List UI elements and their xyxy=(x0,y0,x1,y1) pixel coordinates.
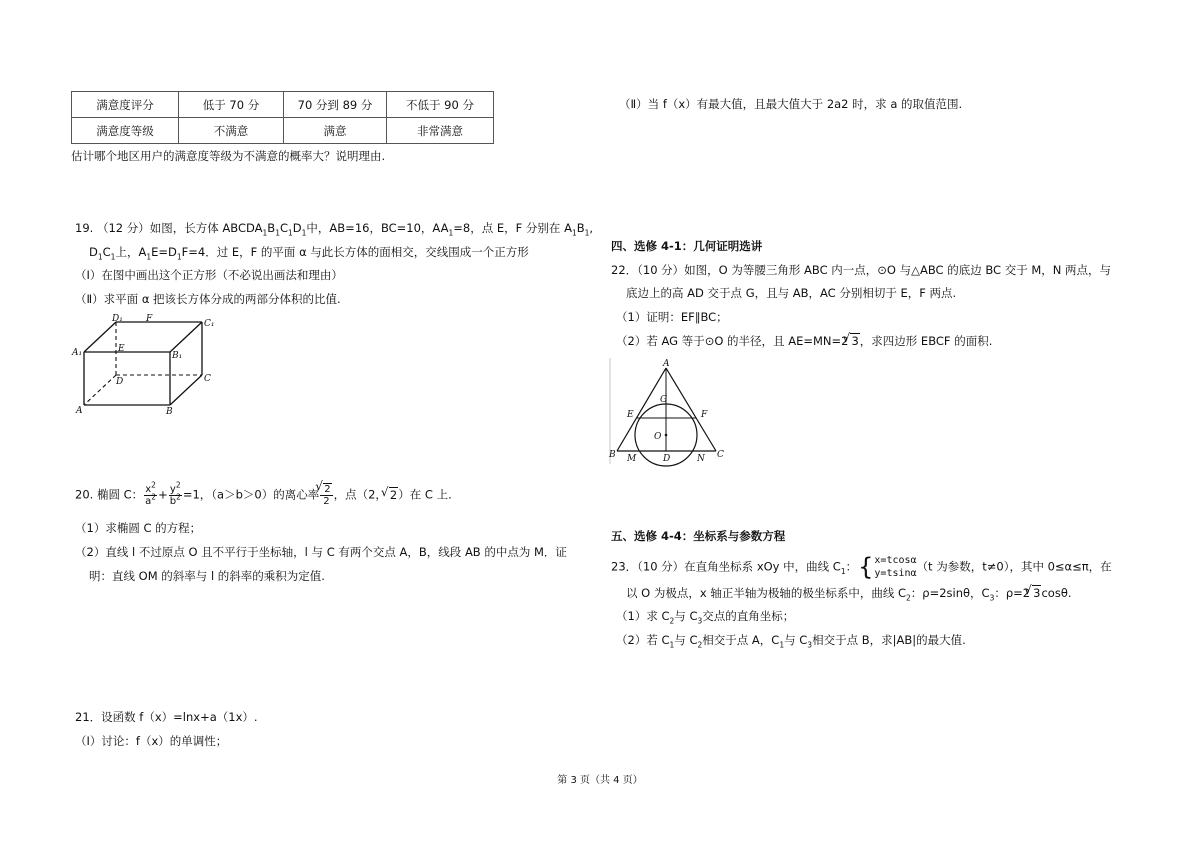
q23-text: ：ρ=2 xyxy=(994,586,1031,600)
cuboid-label: F xyxy=(146,314,153,324)
q21-part1: （Ⅰ）讨论：f（x）的单调性； xyxy=(75,734,228,748)
q19-text: 上，A xyxy=(115,245,147,259)
cuboid-label: A xyxy=(76,406,83,416)
satisfaction-table xyxy=(71,91,494,144)
q23-text: 以 O 为极点，x 轴正半轴为极轴的极坐标系中，曲线 C xyxy=(626,586,907,600)
q23-text: 23．（10 分）在直角坐标系 xOy 中，曲线 C xyxy=(611,559,841,574)
q20-part2: （2）直线 l 不过原点 O 且不平行于坐标轴，l 与 C 有两个交点 A，B，线段 AB 的中点为 M．证 xyxy=(75,545,567,559)
q19-text: 中，AB=16，BC=10，AA xyxy=(306,221,449,235)
page-footer: 第 3 页（共 4 页） xyxy=(557,775,643,786)
q19-text: E=D xyxy=(151,245,177,259)
q23-text: 相交于点 B，求|AB|的最大值. xyxy=(812,633,966,647)
q19-text: F=4．过 E，F 的平面 α 与此长方体的面相交，交线围成一个正方形 xyxy=(181,245,529,259)
q19-part2: （Ⅱ）求平面 α 把该长方体分成的两部分体积的比值. xyxy=(75,292,341,306)
table-cell: 低于 70 分 xyxy=(179,92,284,118)
table-row xyxy=(72,92,494,118)
triangle-label: O xyxy=(654,432,662,442)
q23-text: cosθ. xyxy=(1041,586,1072,600)
cuboid-label: C₁ xyxy=(204,319,215,329)
q22-part1: （1）证明：EF∥BC； xyxy=(616,310,728,324)
q23-text: 交点的直角坐标； xyxy=(702,609,795,623)
table-cell: 不低于 90 分 xyxy=(387,92,494,118)
table-cell: 满意度评分 xyxy=(72,92,179,118)
q23-text: 与 C xyxy=(784,633,808,647)
q22-text: ，求四边形 EBCF 的面积. xyxy=(859,334,993,348)
q22-line1: 22．（10 分）如图，O 为等腰三角形 ABC 内一点，⊙O 与△ABC 的底边 BC 交于 M，N 两点，与 xyxy=(611,263,1112,277)
q23-line2: 以 O 为极点，x 轴正半轴为极轴的极坐标系中，曲线 $C_2$：ρ=2sinθ，$C_3$：ρ=2√ 3cosθ. xyxy=(626,585,1072,600)
q19-score: （12 分）如图，长方体 ABCD xyxy=(96,221,255,235)
table-cell: 满意度等级 xyxy=(72,118,179,144)
q23-text: 与 C xyxy=(674,609,698,623)
q19-text: C xyxy=(102,245,111,259)
cuboid-figure xyxy=(70,312,220,420)
q21-part2: （Ⅱ）当 f（x）有最大值，且最大值大于 2a2 时，求 a 的取值范围. xyxy=(619,97,963,111)
q19-line2: $D_1C_1$上，$A_1E=D_1F=4$．过 E，F 的平面 α 与此长方体的面相交，交线围成一个正方形 xyxy=(89,245,529,262)
q19-part1: （Ⅰ）在图中画出这个正方形（不必说出画法和理由） xyxy=(75,268,343,282)
triangle-label: E xyxy=(627,410,634,420)
triangle-label: C xyxy=(717,450,724,460)
cuboid-label: A₁ xyxy=(72,348,83,358)
q22-part2: （2）若 AG 等于⊙O 的半径，且 AE=MN=2√ 3，求四边形 EBCF 的面积. xyxy=(616,333,992,348)
q20-part1: （1）求椭圆 C 的方程； xyxy=(75,521,202,535)
q23-text: 与 C xyxy=(674,633,698,647)
cuboid-label: C xyxy=(204,374,211,384)
triangle-label: D xyxy=(663,454,671,464)
q23-text: （2）若 C xyxy=(616,633,670,647)
q19-text: =8，点 E，F 分别在 A xyxy=(453,221,572,235)
triangle-label: A xyxy=(663,359,670,369)
brace-icon: { xyxy=(858,553,874,581)
q20-text: ，点（2， xyxy=(333,487,387,502)
section4-title: 四、选修 4-1：几何证明选讲 xyxy=(611,239,763,253)
cuboid-label: B₁ xyxy=(172,351,183,361)
q23-line1: 23．（10 分）在直角坐标系 xOy 中，曲线 $C_1$：{ x=tcosα y=tsinα （t 为参数，t≠0），其中 0≤α≤π，在 xyxy=(611,553,1112,581)
cuboid-label: D xyxy=(116,377,124,387)
table-cell: 满意 xyxy=(284,118,387,144)
param-eq-y: y=tsinα xyxy=(874,568,917,579)
param-eq-x: x=tcosα xyxy=(874,555,917,566)
cuboid-label: B xyxy=(166,407,173,417)
table-cell: 非常满意 xyxy=(387,118,494,144)
table-cell: 不满意 xyxy=(179,118,284,144)
q22-line2: 底边上的高 AD 交于点 G，且与 AB，AC 分别相切于 E，F 两点. xyxy=(626,286,957,300)
cuboid-label: D₁ xyxy=(112,314,123,324)
fraction-x2-a2: $\frac{x^2}{a^2}$ xyxy=(145,480,157,507)
parametric-system xyxy=(874,554,916,580)
q20-text: =1，（a＞b＞0）的离心率 xyxy=(182,487,320,502)
q20-part2b: 明：直线 OM 的斜率与 l 的斜率的乘积为定值. xyxy=(89,569,325,583)
q19-line1: 19. （12 分）如图，长方体 $ABCDA_1B_1C_1D_1$中，AB=16，BC=10，$AA_1=8$，点 E，F 分别在 $A_1B_1$, xyxy=(75,221,594,238)
q20-line1: 20. 椭圆 C： $\frac{x^2}{a^2}$ + $\frac{y^2}{b^2}$ =1，（a＞b＞0）的离心率 √ $\frac{2}{2}$ ，点（2，√ 2）在 C 上. xyxy=(75,483,452,507)
triangle-label: M xyxy=(627,454,637,464)
q19-text: D xyxy=(89,245,98,259)
triangle-label: B xyxy=(609,450,616,460)
q22-text: （2）若 AG 等于⊙O 的半径，且 AE=MN=2 xyxy=(616,334,849,348)
fraction-sqrt2-2: √ $\frac{2}{2}$ xyxy=(320,483,332,507)
table-cell: 70 分到 89 分 xyxy=(284,92,387,118)
q20-text: 椭圆 C： xyxy=(96,487,144,502)
q20-text: ）在 C 上. xyxy=(398,487,452,502)
table-row xyxy=(72,118,494,144)
q23-text: （1）求 C xyxy=(616,609,670,623)
q23-text: 相交于点 A，C xyxy=(702,633,780,647)
estimate-question: 估计哪个地区用户的满意度等级为不满意的概率大？说明理由. xyxy=(71,149,386,163)
cuboid-label: E xyxy=(118,344,125,354)
q21-line: 21．设函数 f（x）=lnx+a（1x）. xyxy=(75,710,258,724)
fraction-y2-b2: $\frac{y^2}{b^2}$ xyxy=(169,480,181,507)
q23-text: （t 为参数，t≠0），其中 0≤α≤π，在 xyxy=(916,559,1112,574)
q19-number: 19. xyxy=(75,221,94,235)
q20-number: 20. xyxy=(75,487,94,502)
q23-part2: （2）若 $C_1$与 $C_2$相交于点 A，$C_1$与 $C_3$相交于点 B，求|AB|的最大值. xyxy=(616,633,966,650)
triangle-label: G xyxy=(660,395,668,405)
triangle-circle-figure xyxy=(607,356,727,468)
section5-title: 五、选修 4-4：坐标系与参数方程 xyxy=(611,529,786,543)
q23-text: ：ρ=2sinθ，C xyxy=(910,586,990,600)
triangle-label: N xyxy=(697,454,705,464)
triangle-label: F xyxy=(701,410,708,420)
q23-part1: （1）求 $C_2$与 $C_3$交点的直角坐标； xyxy=(616,609,795,626)
